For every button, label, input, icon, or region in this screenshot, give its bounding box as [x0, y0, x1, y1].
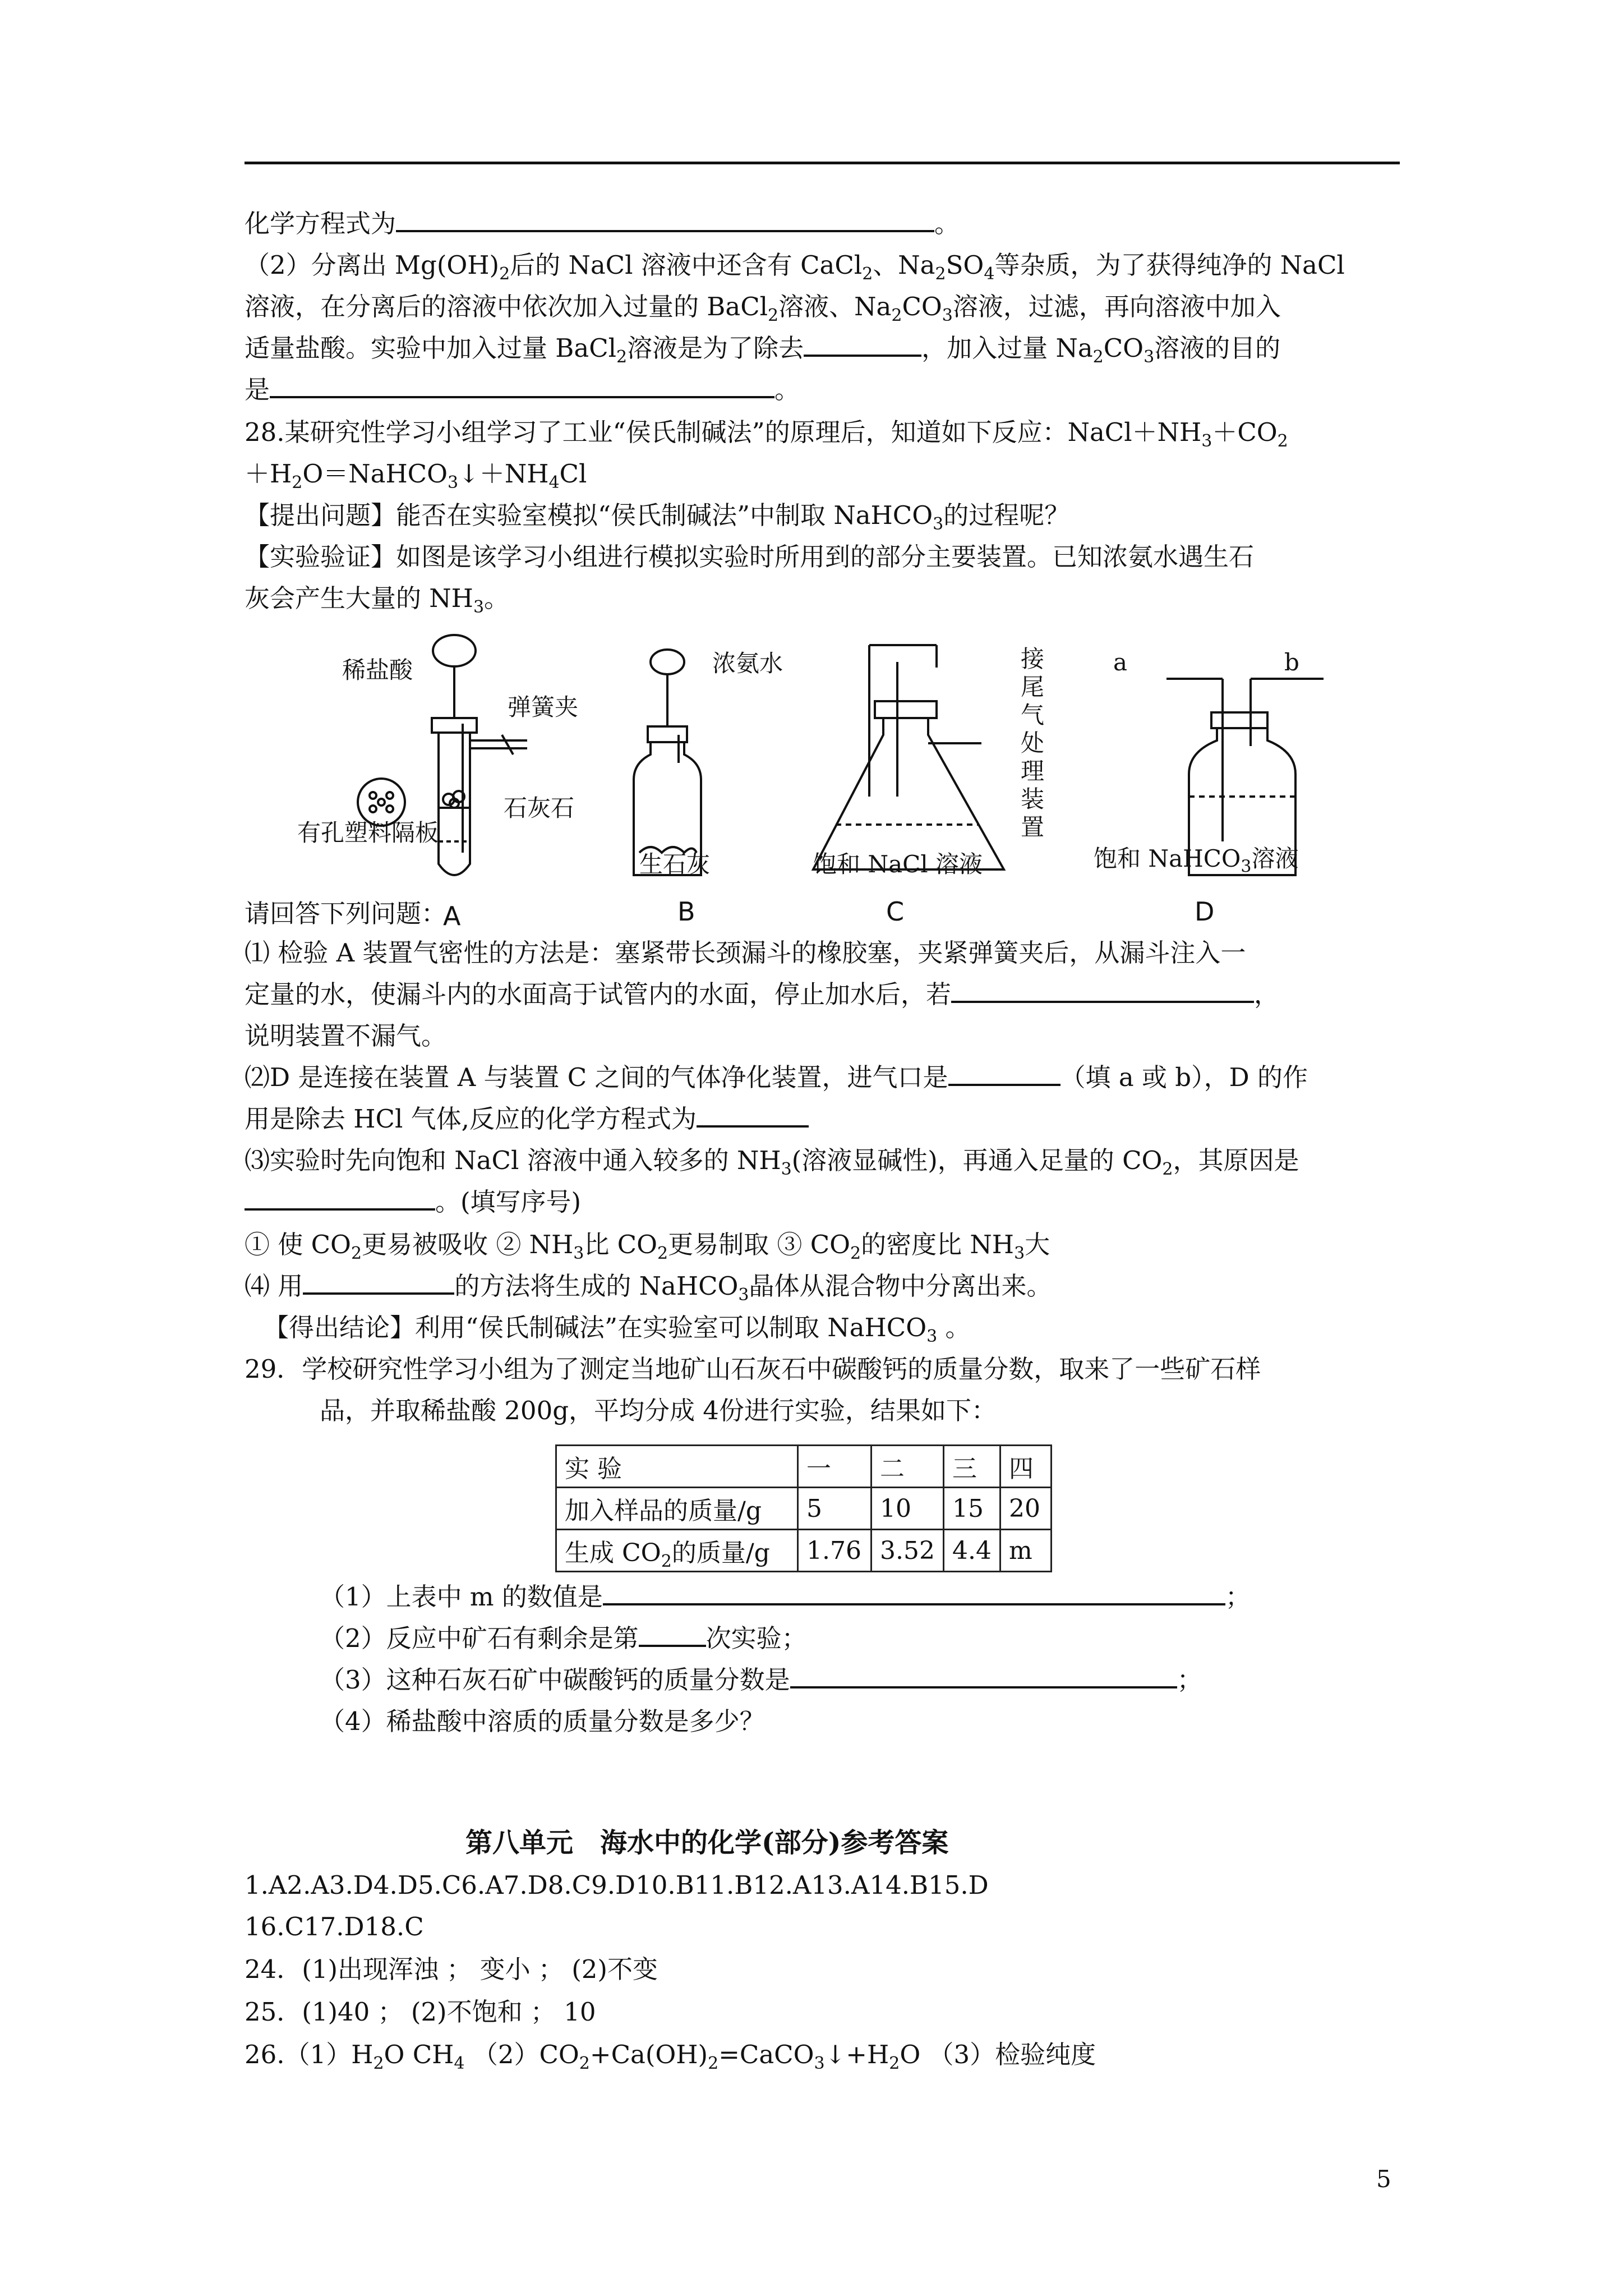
line-p3-options: ① 使 $CO_2$更易被吸收 ② $NH_3$比 $CO_2$更易制取 ③ $CO_2$的密度比 $NH_3$大 [245, 1230, 1050, 1263]
line-q27-2a: （2）分离出 $Mg(OH)_2$后的 NaCl 溶液中还含有 CaCl$_2$、$Na_2SO_4$等杂质，为了获得纯净的 NaCl [245, 250, 1345, 284]
table-row [556, 1530, 1052, 1572]
label-hcl: 稀盐酸 [342, 656, 413, 684]
line-q29a: 29．学校研究性学习小组为了测定当地矿山石灰石中碳酸钙的质量分数，取来了一些矿石样 [245, 1354, 1261, 1384]
label-plate: 有孔塑料隔板 [297, 819, 439, 846]
answers-line-25: 25．(1)40 ； (2)不饱和 ； 10 [245, 1997, 596, 2027]
line-s3: （3）这种石灰石矿中碳酸钙的质量分数是 ； [320, 1665, 1202, 1695]
label-inlet-b: b [1284, 648, 1299, 676]
answer-blank[interactable] [790, 1664, 1177, 1688]
line-p4: ⑷ 用 的方法将生成的 NaHCO$_3$晶体从混合物中分离出来。 [245, 1271, 1052, 1305]
answer-blank[interactable] [396, 208, 934, 232]
line-q29b: 品，并取稀盐酸 200g，平均分成 4份进行实验，结果如下： [320, 1396, 997, 1425]
line-p1b: 定量的水，使漏斗内的水面高于试管内的水面，停止加水后，若 ， [245, 979, 1280, 1009]
line-conclusion: 【得出结论】利用“侯氏制碱法”在实验室可以制取 NaHCO$_3$ 。 [264, 1313, 971, 1346]
answers-title: 第八单元 海水中的化学(部分)参考答案 [465, 1827, 949, 1858]
table-cell: 20 [1000, 1488, 1051, 1530]
label-ammonia: 浓氨水 [712, 650, 783, 677]
label-limestone: 石灰石 [504, 794, 575, 822]
table-cell: 5 [798, 1488, 872, 1530]
table-cell: 实 验 [556, 1446, 798, 1488]
results-table [555, 1444, 1052, 1572]
answer-blank[interactable] [303, 1270, 454, 1295]
answers-line-1: 1.A2.A3.D4.D5.C6.A7.D8.C9.D10.B11.B12.A13.A14.B15.D [245, 1870, 989, 1900]
apparatus-c [813, 645, 1004, 869]
line-q27-2d: 是 。 [245, 375, 800, 404]
caption-a: A [443, 901, 461, 931]
page-number: 5 [1376, 2165, 1391, 2193]
answer-blank[interactable] [804, 332, 921, 357]
caption-b: B [677, 896, 695, 927]
answer-blank[interactable] [951, 978, 1254, 1003]
label-clip: 弹簧夹 [508, 693, 579, 721]
answer-blank[interactable] [603, 1581, 1225, 1605]
label-nahco3-solution: 饱和 NaHCO$_3$溶液 [1094, 845, 1299, 877]
apparatus-b [634, 650, 701, 875]
line-q27-2c: 适量盐酸。实验中加入过量 BaCl$_2$溶液是为了除去 ，加入过量 $Na_2CO_3$溶液的目的 [245, 333, 1281, 367]
line-q27-2b: 溶液，在分离后的溶液中依次加入过量的 BaCl$_2$溶液、$Na_2CO_3$溶液，过滤，再向溶液中加入 [245, 292, 1281, 325]
top-rule [245, 162, 1400, 164]
line-p3a: ⑶实验时先向饱和 NaCl 溶液中通入较多的 $NH_3$(溶液显碱性)，再通入足量的 $CO_2$，其原因是 [245, 1145, 1299, 1179]
caption-d: D [1195, 896, 1215, 927]
answer-blank[interactable] [245, 1186, 435, 1211]
table-cell: 10 [872, 1488, 944, 1530]
line-p1a: ⑴ 检验 A 装置气密性的方法是：塞紧带长颈漏斗的橡胶塞，夹紧弹簧夹后，从漏斗注入一 [245, 938, 1246, 968]
table-row [556, 1488, 1052, 1530]
table-cell: m [1000, 1530, 1051, 1572]
line-p1c: 说明装置不漏气。 [245, 1021, 447, 1051]
table-cell: 一 [798, 1446, 872, 1488]
table-cell: 1.76 [798, 1530, 872, 1572]
line-q28-intro: 28.某研究性学习小组学习了工业“侯氏制碱法”的原理后，知道如下反应：$NaCl+NH_3+CO_2$ [245, 417, 1288, 451]
line-q28-question: 【提出问题】能否在实验室模拟“侯氏制碱法”中制取 NaHCO$_3$的过程呢？ [245, 500, 1070, 534]
table-cell: 三 [943, 1446, 1000, 1488]
table-row [556, 1446, 1052, 1488]
label-inlet-a: a [1113, 648, 1128, 676]
line-q28-verify2: 灰会产生大量的 $NH_3$。 [245, 583, 510, 617]
answer-blank[interactable] [639, 1622, 706, 1647]
table-cell: 二 [872, 1446, 944, 1488]
line-p3b: 。(填写序号) [245, 1186, 581, 1218]
line-q28-reaction: $+H_2O=NaHCO_3↓+NH_4Cl$ [245, 459, 587, 493]
caption-c: C [886, 896, 905, 927]
answers-line-26: $26.(1)H_2O$ $CH_4$ $(2)CO_2+Ca(OH)_2=CaCO_3↓+H_2O$ （3）检验纯度 [245, 2040, 1096, 2073]
answers-line-2: 16.C17.D18.C [245, 1912, 424, 1941]
table-cell: 4.4 [943, 1530, 1000, 1572]
answers-line-24: 24．(1)出现浑浊 ； 变小 ； (2)不变 [245, 1954, 658, 1984]
answer-blank[interactable] [270, 374, 774, 398]
line-please-answer: 请回答下列问题： [245, 899, 447, 928]
label-tail-gas: 接尾气处理装置 [1021, 645, 1045, 841]
line-p2b: 用是除去 HCl 气体,反应的化学方程式为 [245, 1103, 809, 1135]
answer-blank[interactable] [697, 1103, 809, 1128]
line-s1: （1）上表中 m 的数值是 ； [320, 1582, 1251, 1612]
line-q28-verify: 【实验验证】如图是该学习小组进行模拟实验时所用到的部分主要装置。已知浓氨水遇生石 [245, 542, 1255, 572]
line-s4: （4）稀盐酸中溶质的质量分数是多少？ [320, 1706, 765, 1736]
label-nacl-solution: 饱和 NaCl 溶液 [813, 850, 983, 878]
table-cell: 3.52 [872, 1530, 944, 1572]
line-equation: 化学方程式为 。 [245, 209, 960, 238]
label-quicklime: 生石灰 [639, 850, 711, 878]
table-cell: 加入样品的质量/g [556, 1488, 798, 1530]
line-p2a: ⑵D 是连接在装置 A 与装置 C 之间的气体净化装置，进气口是 （填 a 或 b），D 的作 [245, 1062, 1308, 1092]
line-s2: （2）反应中矿石有剩余是第 次实验； [320, 1623, 807, 1653]
table-cell: 四 [1000, 1446, 1051, 1488]
table-cell: 生成 $CO_2$的质量/g [556, 1530, 798, 1572]
table-cell: 15 [943, 1488, 1000, 1530]
answer-blank[interactable] [948, 1061, 1061, 1086]
